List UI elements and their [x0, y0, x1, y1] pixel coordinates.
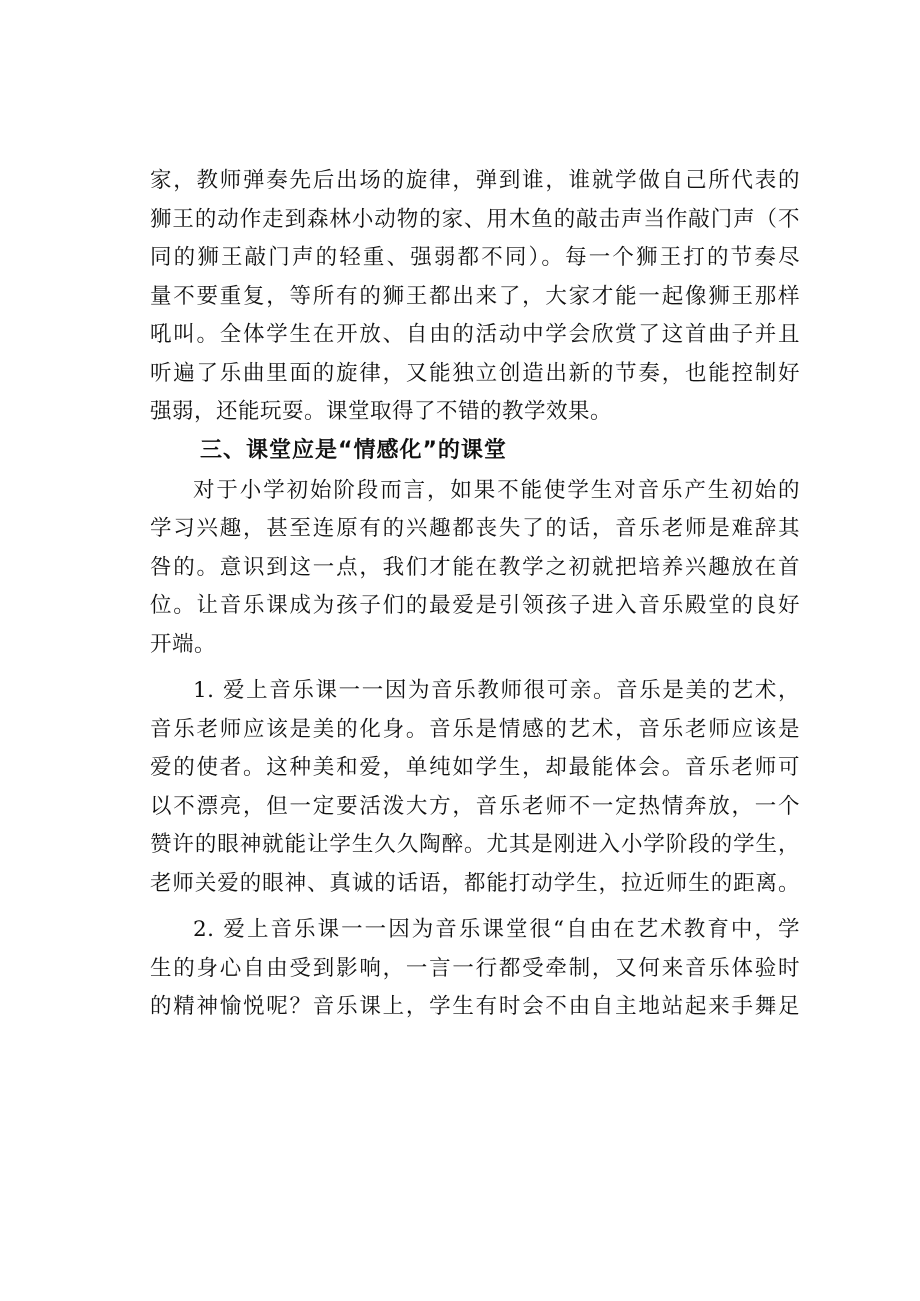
text-line: 的精神愉悦呢？音乐课上，学生有时会不由自主地站起来手舞足	[150, 994, 800, 1019]
paragraph-point-2	[150, 911, 800, 1027]
text-line: 强弱，还能玩耍。课堂取得了不错的教学效果。	[150, 399, 613, 424]
text-line: 音乐老师应该是美的化身。音乐是情感的艺术，音乐老师应该是	[150, 716, 800, 742]
text-line: 对于小学初始阶段而言，如果不能使学生对音乐产生初始的	[193, 477, 800, 503]
text-line: 老师关爱的眼神、真诚的话语，都能打动学生，拉近师生的距离。	[150, 870, 800, 896]
text-line: 同的狮王敲门声的轻重、强弱都不同）。每一个狮王打的节奏尽	[150, 245, 800, 270]
paragraph-spacer	[150, 664, 800, 672]
paragraph-continuation	[150, 162, 800, 432]
text-line: 咎的。意识到这一点，我们才能在教学之初就把培养兴趣放在首	[150, 554, 800, 580]
text-line: 2. 爱上音乐课一一因为音乐课堂很“自由在艺术教育中，学	[193, 917, 800, 942]
text-line: 量不要重复，等所有的狮王都出来了，大家才能一起像狮王那样	[150, 283, 800, 309]
text-line: 吼叫。全体学生在开放、自由的活动中学会欣赏了这首曲子并且	[150, 322, 800, 347]
paragraph-intro	[150, 472, 800, 665]
text-line: 狮王的动作走到森林小动物的家、用木鱼的敲击声当作敲门声（不	[150, 206, 800, 232]
text-line: 开端。	[150, 631, 217, 657]
text-line: 1. 爱上音乐课一一因为音乐教师很可亲。音乐是美的艺术，	[193, 678, 800, 703]
text-line: 学习兴趣，甚至连原有的兴趣都丧失了的话，音乐老师是难辞其	[150, 516, 800, 541]
text-line: 家，教师弹奏先后出场的旋律，弹到谁，谁就学做自己所代表的	[150, 168, 800, 193]
text-line: 生的身心自由受到影响，一言一行都受牵制，又何来音乐体验时	[150, 955, 800, 981]
section-heading: 三、课堂应是“情感化”的课堂	[200, 437, 507, 463]
paragraph-point-1	[150, 672, 800, 903]
text-line: 赞许的眼神就能让学生久久陶醉。尤其是刚进入小学阶段的学生，	[150, 832, 800, 857]
text-line: 位。让音乐课成为孩子们的最爱是引领孩子进入音乐殿堂的良好	[150, 593, 800, 618]
paragraph-spacer	[150, 903, 800, 911]
text-line: 爱的使者。这种美和爱，单纯如学生，却最能体会。音乐老师可	[150, 755, 800, 780]
text-line: 听遍了乐曲里面的旋律，又能独立创造出新的节奏，也能控制好	[150, 360, 800, 386]
text-line: 以不漂亮，但一定要活泼大方，音乐老师不一定热情奔放，一个	[150, 793, 800, 819]
document-page	[150, 162, 800, 1027]
